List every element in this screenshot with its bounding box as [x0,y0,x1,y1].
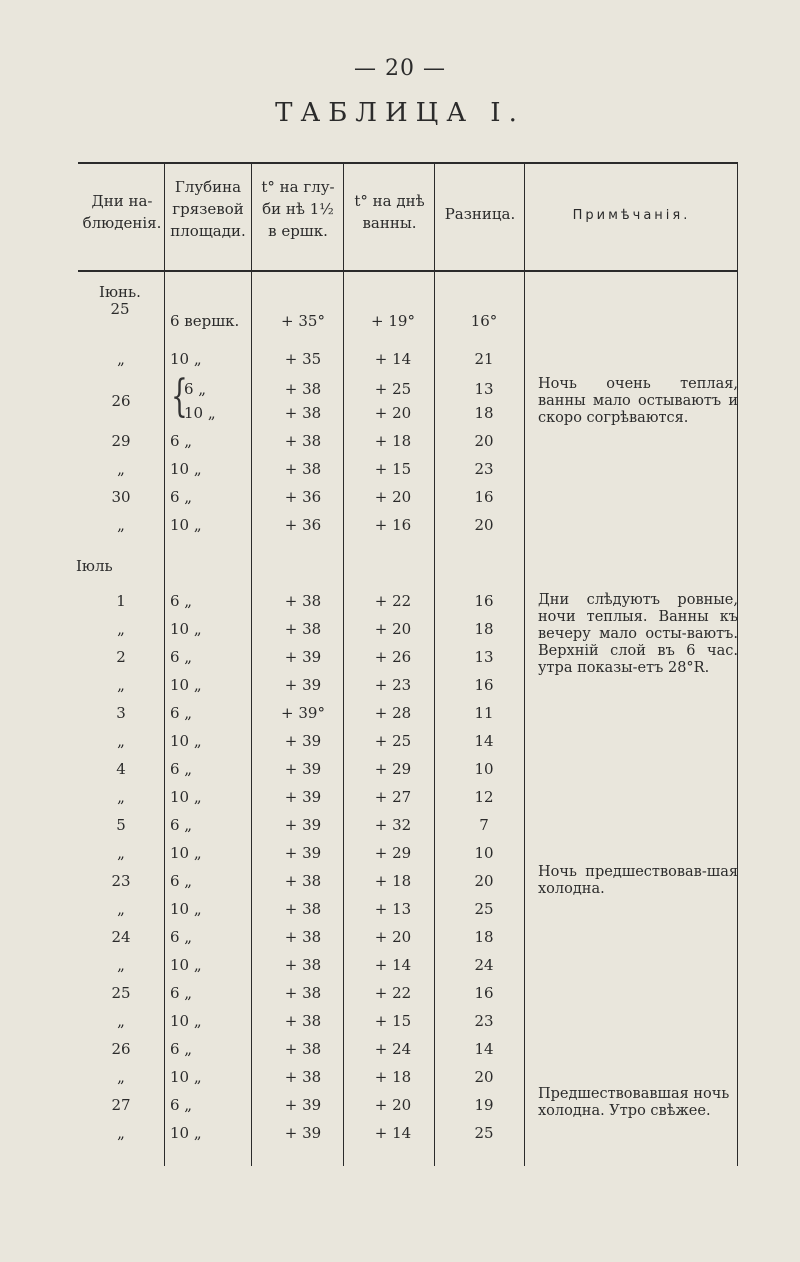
table-cell-day: 3 [116,704,126,722]
table-cell-day: 26 [111,1040,131,1058]
table-cell-diff: 16 [474,984,494,1002]
table-cell-depth: 10 „ [170,956,202,974]
table-cell-t1: + 39° [281,704,325,722]
table-cell-diff: 11 [474,704,494,722]
table-cell-depth: 10 „ [170,676,202,694]
table-cell-t2: + 14 [374,1124,412,1142]
table-cell-t1: + 39 [284,1124,322,1142]
page-number: — 20 — [354,56,446,81]
table-cell-t1: + 38 [284,592,322,610]
table-cell-depth: 6 „ [170,872,193,890]
table-cell-depth: 6 „ [170,816,193,834]
header-day: Дни на- блюденія. [82,192,162,232]
note-2: Дни слѣдуютъ ровные, ночи теплыя. Ванны къ вечеру мало осты-ваютъ. Верхній слой въ 6 час. утра показы-етъ 28°R. [538,592,738,676]
table-cell-t2: + 32 [374,816,412,834]
table-cell-day: „ [117,900,125,918]
table-cell-t2: + 13 [374,900,412,918]
table-cell-day: 26 [111,392,131,410]
table-cell-depth: 10 „ [170,1012,202,1030]
table-cell-t2: + 19° [371,312,415,330]
table-cell-t1: + 38 [284,432,322,450]
table-cell-t1: + 38 [284,984,322,1002]
table-cell-diff: 19 [474,1096,494,1114]
table-cell-depth: 6 „ [184,380,207,398]
table-cell-day: „ [117,732,125,750]
table-cell-t1: + 38 [284,380,322,398]
table-cell-diff: 14 [474,732,494,750]
table-cell-t2: + 15 [374,460,412,478]
table-cell-depth: 10 „ [170,1124,202,1142]
column-divider [164,162,165,1166]
table-cell-t1: + 38 [284,620,322,638]
table-cell-t1: + 39 [284,676,322,694]
table-cell-t2: + 14 [374,350,412,368]
note-3: Ночь предшествовав-шая холодна. [538,864,738,897]
table-cell-t2: + 20 [374,928,412,946]
table-cell-t1: + 39 [284,760,322,778]
table-cell-diff: 18 [474,620,494,638]
table-cell-t2: + 20 [374,1096,412,1114]
header-temp-bottom: t° на днѣ ванны. [354,192,425,232]
table-cell-diff: 16 [474,488,494,506]
table-cell-day: „ [117,350,125,368]
table-cell-day: „ [117,620,125,638]
brace-symbol: { [171,371,188,422]
table-cell-t1: + 39 [284,1096,322,1114]
table-cell-diff: 16° [470,312,498,330]
month-july: Іюль [76,557,113,575]
table-cell-depth: 6 „ [170,488,193,506]
table-cell-diff: 7 [479,816,489,834]
table-cell-day: 30 [111,488,131,506]
table-cell-t1: + 39 [284,816,322,834]
table-cell-t2: + 28 [374,704,412,722]
table-cell-t1: + 39 [284,732,322,750]
table-cell-day: „ [117,956,125,974]
table-cell-depth: 10 „ [170,844,202,862]
table-cell-t2: + 15 [374,1012,412,1030]
table-cell-t1: + 36 [284,488,322,506]
table-cell-day: 4 [116,760,126,778]
table-cell-t1: + 38 [284,872,322,890]
table-cell-depth: 10 „ [170,732,202,750]
header-temp-depth: t° на глу- би нѣ 1½ в ершк. [261,178,335,240]
table-cell-t2: + 29 [374,760,412,778]
table-cell-diff: 20 [474,432,494,450]
table-cell-t2: + 16 [374,516,412,534]
table-cell-diff: 16 [474,592,494,610]
table-cell-day: „ [117,844,125,862]
table-cell-t2: + 20 [374,404,412,422]
table-cell-t2: + 24 [374,1040,412,1058]
table-cell-t2: + 22 [374,984,412,1002]
table-cell-day: 5 [116,816,126,834]
table-cell-t1: + 38 [284,1040,322,1058]
table-cell-depth: 10 „ [170,350,202,368]
table-cell-depth: 10 „ [170,1068,202,1086]
table-cell-t1: + 38 [284,956,322,974]
table-cell-day: „ [117,460,125,478]
table-cell-depth: 10 „ [184,404,216,422]
table-cell-t2: + 22 [374,592,412,610]
table-cell-t1: + 38 [284,900,322,918]
table-cell-t2: + 26 [374,648,412,666]
table-cell-depth: 6 „ [170,1040,193,1058]
table-cell-day: „ [117,676,125,694]
table-cell-depth: 10 „ [170,460,202,478]
table-cell-diff: 13 [474,380,494,398]
table-cell-diff: 24 [474,956,494,974]
table-cell-t1: + 35 [284,350,322,368]
table-cell-day: „ [117,1012,125,1030]
table-cell-depth: 6 „ [170,984,193,1002]
table-cell-t2: + 25 [374,380,412,398]
table-cell-depth: 10 „ [170,620,202,638]
table-cell-diff: 23 [474,460,494,478]
table-cell-diff: 25 [474,1124,494,1142]
table-cell-day: 23 [111,872,131,890]
table-cell-depth: 6 „ [170,928,193,946]
note-1: Ночь очень теплая, ванны мало остываютъ и скоро согрѣваются. [538,376,738,426]
table-cell-diff: 14 [474,1040,494,1058]
note-4: Предшествовавшая ночь холодна. Утро свѣжее. [538,1086,730,1119]
table-cell-t1: + 39 [284,648,322,666]
header-depth: Глубина грязевой площади. [170,178,246,240]
table-cell-depth: 6 „ [170,760,193,778]
header-difference: Разница. [444,205,516,223]
table-cell-diff: 10 [474,844,494,862]
table-cell-t2: + 18 [374,432,412,450]
table-cell-t1: + 38 [284,1068,322,1086]
table-cell-t2: + 18 [374,872,412,890]
table-cell-diff: 18 [474,404,494,422]
table-cell-diff: 20 [474,1068,494,1086]
table-cell-t2: + 14 [374,956,412,974]
table-cell-diff: 23 [474,1012,494,1030]
table-cell-diff: 18 [474,928,494,946]
table-cell-t2: + 20 [374,488,412,506]
table-cell-day: 27 [111,1096,131,1114]
table-cell-day [80,402,162,424]
table-cell-day: 24 [111,928,131,946]
table-cell-diff: 20 [474,516,494,534]
table-cell-t2: + 18 [374,1068,412,1086]
table-cell-diff: 13 [474,648,494,666]
header-bottom-border [78,270,738,272]
table-cell-t1: + 38 [284,928,322,946]
table-cell-diff: 16 [474,676,494,694]
table-cell-t2: + 25 [374,732,412,750]
table-cell-t2: + 29 [374,844,412,862]
table-cell-diff: 20 [474,872,494,890]
table-cell-diff: 12 [474,788,494,806]
table-cell-t2: + 23 [374,676,412,694]
header-notes: Примѣчанія. [572,208,691,223]
table-cell-t2: + 20 [374,620,412,638]
table-cell-depth: 6 „ [170,648,193,666]
table-cell-t1: + 38 [284,460,322,478]
table-cell-depth: 6 „ [170,704,193,722]
table-cell-t1: + 39 [284,788,322,806]
table-cell-day [80,310,162,332]
table-cell-depth: 6 „ [170,432,193,450]
table-cell-depth: 10 „ [170,788,202,806]
table-cell-depth: 6 „ [170,592,193,610]
table-cell-depth: 6 вершк. [170,312,240,330]
table-cell-t1: + 36 [284,516,322,534]
table-cell-day: „ [117,1124,125,1142]
table-cell-day: „ [117,516,125,534]
table-cell-depth: 6 „ [170,1096,193,1114]
table-cell-day: 2 [116,648,126,666]
table-cell-t1: + 39 [284,844,322,862]
table-cell-depth: 10 „ [170,516,202,534]
table-cell-diff: 25 [474,900,494,918]
table-cell-day: 1 [116,592,126,610]
table-top-border [78,162,738,164]
table-title: ТАБЛИЦА I. [275,98,525,128]
table-cell-day: 25 [111,984,131,1002]
table-cell-depth: 10 „ [170,900,202,918]
table-cell-t1: + 38 [284,404,322,422]
table-cell-diff: 10 [474,760,494,778]
table-cell-t1: + 35° [281,312,325,330]
month-june: Іюнь. 25 [99,283,141,318]
table-cell-diff: 21 [474,350,494,368]
table-cell-t1: + 38 [284,1012,322,1030]
table-cell-t2: + 27 [374,788,412,806]
table-cell-day: „ [117,788,125,806]
table-cell-day: „ [117,1068,125,1086]
table-cell-day: 29 [111,432,131,450]
